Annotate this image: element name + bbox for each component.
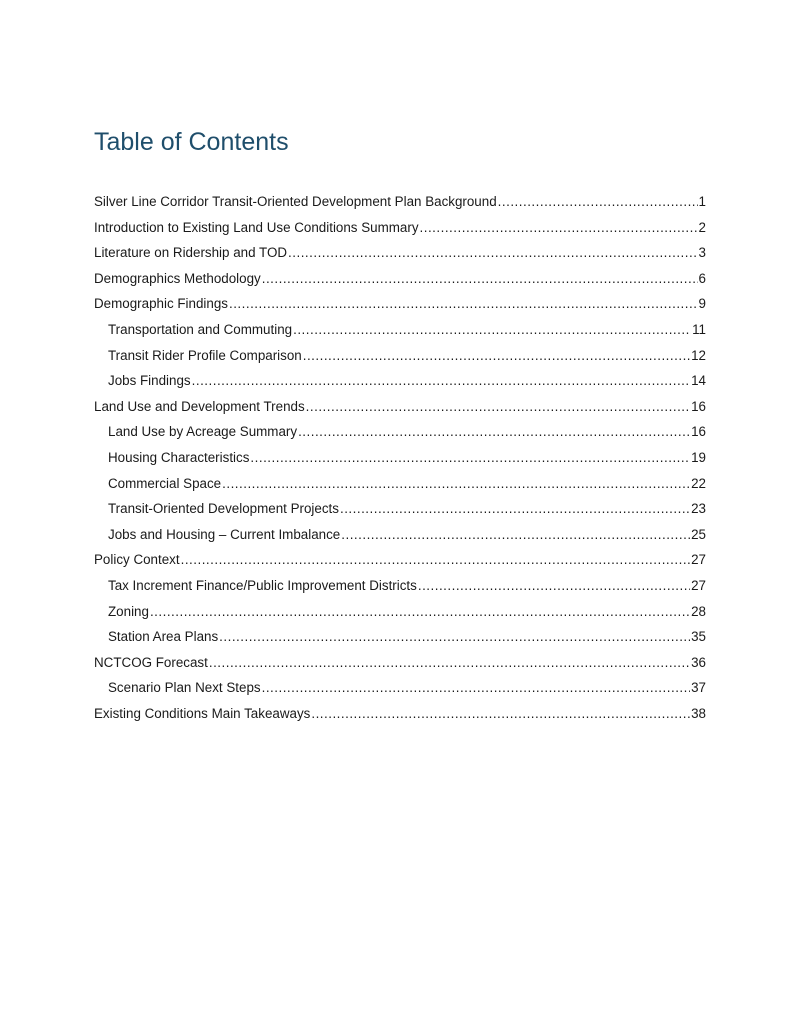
toc-entry-page-number[interactable]: 28 xyxy=(691,603,706,619)
toc-entry-label[interactable]: Land Use by Acreage Summary xyxy=(108,424,298,440)
toc-entry-label[interactable]: Existing Conditions Main Takeaways xyxy=(94,705,311,721)
toc-entry[interactable] xyxy=(94,189,706,215)
toc-entry[interactable] xyxy=(94,266,706,292)
dot-leader xyxy=(298,419,690,445)
toc-entry[interactable] xyxy=(94,317,706,343)
toc-entry-page-number[interactable]: 12 xyxy=(691,347,706,363)
toc-entry-page-number[interactable]: 37 xyxy=(691,680,706,696)
dot-leader xyxy=(262,675,691,701)
toc-entry-label[interactable]: Zoning xyxy=(108,603,149,619)
toc-entry-page-number[interactable]: 1 xyxy=(698,194,706,209)
dot-leader xyxy=(181,547,691,573)
toc-entry-page-number[interactable]: 25 xyxy=(691,526,706,542)
dot-leader xyxy=(222,471,690,497)
toc-entry-page-number[interactable]: 16 xyxy=(691,398,706,414)
toc-entry[interactable] xyxy=(94,445,706,471)
toc-list xyxy=(94,189,706,726)
toc-entry-label[interactable]: Demographic Findings xyxy=(94,296,228,312)
toc-entry[interactable] xyxy=(94,701,706,727)
toc-entry-label[interactable]: Station Area Plans xyxy=(108,629,219,645)
dot-leader xyxy=(306,394,690,420)
toc-entry[interactable] xyxy=(94,496,706,522)
toc-entry-page-number[interactable]: 22 xyxy=(691,475,706,491)
toc-entry-page-number[interactable]: 23 xyxy=(691,501,706,517)
toc-entry-page-number[interactable]: 9 xyxy=(698,296,706,312)
toc-entry[interactable] xyxy=(94,471,706,497)
dot-leader xyxy=(340,496,690,522)
toc-entry-label[interactable]: Commercial Space xyxy=(108,475,222,491)
dot-leader xyxy=(311,701,690,727)
dot-leader xyxy=(293,317,691,343)
toc-entry[interactable] xyxy=(94,547,706,573)
dot-leader xyxy=(418,573,690,599)
dot-leader xyxy=(209,650,690,676)
toc-entry-page-number[interactable]: 2 xyxy=(698,219,706,235)
toc-entry-page-number[interactable]: 27 xyxy=(691,552,706,568)
dot-leader xyxy=(219,624,690,650)
toc-entry-label[interactable]: Transportation and Commuting xyxy=(108,321,293,337)
dot-leader xyxy=(192,368,690,394)
toc-entry[interactable] xyxy=(94,368,706,394)
dot-leader xyxy=(262,266,698,292)
toc-entry-page-number[interactable]: 14 xyxy=(691,373,706,389)
dot-leader xyxy=(498,189,698,215)
toc-entry[interactable] xyxy=(94,650,706,676)
toc-entry[interactable] xyxy=(94,624,706,650)
toc-entry-page-number[interactable]: 19 xyxy=(691,449,706,465)
toc-entry[interactable] xyxy=(94,675,706,701)
toc-entry-label[interactable]: Transit-Oriented Development Projects xyxy=(108,501,339,517)
toc-entry[interactable] xyxy=(94,215,706,241)
toc-entry[interactable] xyxy=(94,343,706,369)
toc-entry-page-number[interactable]: 27 xyxy=(691,577,706,593)
toc-entry-label[interactable]: Scenario Plan Next Steps xyxy=(108,680,261,696)
toc-entry[interactable] xyxy=(94,522,706,548)
toc-entry-label[interactable]: Housing Characteristics xyxy=(108,449,250,465)
toc-entry[interactable] xyxy=(94,419,706,445)
dot-leader xyxy=(341,522,690,548)
toc-entry[interactable] xyxy=(94,291,706,317)
toc-entry-label[interactable]: Jobs Findings xyxy=(108,373,191,389)
toc-entry-page-number[interactable]: 6 xyxy=(698,270,706,286)
toc-title: Table of Contents xyxy=(94,128,289,156)
toc-entry-label[interactable]: NCTCOG Forecast xyxy=(94,654,208,670)
toc-entry-label[interactable]: Demographics Methodology xyxy=(94,270,261,286)
toc-entry-label[interactable]: Tax Increment Finance/Public Improvement Districts xyxy=(108,577,417,593)
toc-entry[interactable] xyxy=(94,240,706,266)
toc-entry-label[interactable]: Land Use and Development Trends xyxy=(94,398,305,414)
dot-leader xyxy=(229,291,698,317)
toc-entry-label[interactable]: Policy Context xyxy=(94,552,180,568)
toc-entry[interactable] xyxy=(94,394,706,420)
toc-entry-page-number[interactable]: 38 xyxy=(691,705,706,721)
toc-entry-label[interactable]: Transit Rider Profile Comparison xyxy=(108,347,302,363)
toc-entry-label[interactable]: Literature on Ridership and TOD xyxy=(94,245,288,261)
toc-entry-page-number[interactable]: 16 xyxy=(691,424,706,440)
toc-entry-label[interactable]: Introduction to Existing Land Use Conditions Summary xyxy=(94,219,419,235)
dot-leader xyxy=(420,215,698,241)
dot-leader xyxy=(150,599,690,625)
toc-entry-page-number[interactable]: 36 xyxy=(691,654,706,670)
toc-entry[interactable] xyxy=(94,573,706,599)
toc-entry-page-number[interactable]: 3 xyxy=(698,245,706,261)
toc-entry-page-number[interactable]: 35 xyxy=(691,629,706,645)
toc-entry-label[interactable]: Jobs and Housing – Current Imbalance xyxy=(108,526,341,542)
toc-entry-label[interactable]: Silver Line Corridor Transit-Oriented Development Plan Background xyxy=(94,194,497,209)
dot-leader xyxy=(303,343,690,369)
dot-leader xyxy=(288,240,698,266)
toc-entry-page-number[interactable]: 11 xyxy=(692,321,706,337)
toc-entry[interactable] xyxy=(94,599,706,625)
dot-leader xyxy=(250,445,690,471)
